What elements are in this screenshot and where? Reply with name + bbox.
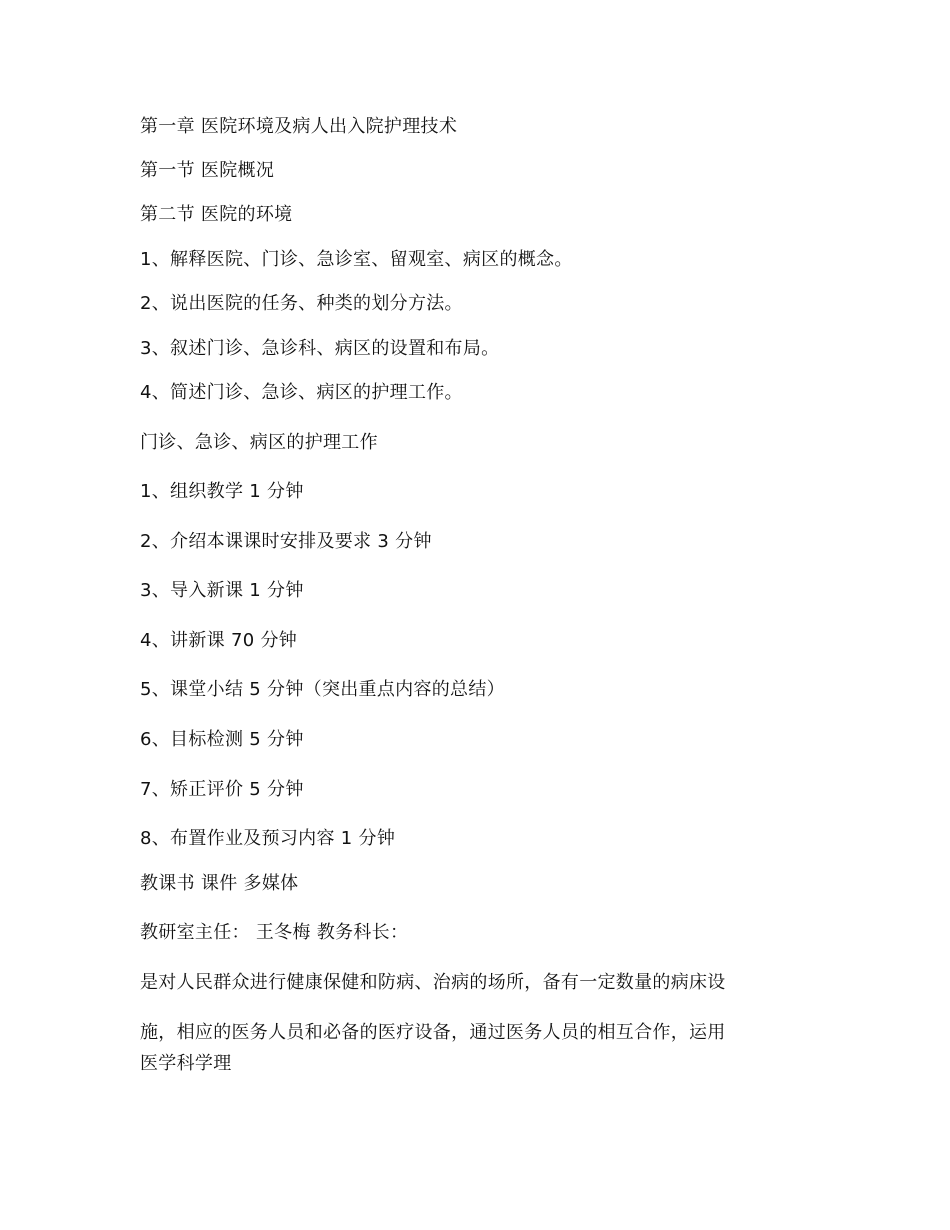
section-heading: 第一节 医院概况 xyxy=(140,160,275,181)
schedule-item: 4、讲新课 70 分钟 xyxy=(140,630,298,651)
objective-item: 1、解释医院、门诊、急诊室、留观室、病区的概念。 xyxy=(140,249,573,270)
body-paragraph-line: 医学科学理 xyxy=(140,1053,232,1074)
body-paragraph-line: 施，相应的医务人员和必备的医疗设备，通过医务人员的相互合作，运用 xyxy=(140,1022,726,1043)
objective-item: 3、叙述门诊、急诊科、病区的设置和布局。 xyxy=(140,338,500,359)
body-paragraph-line: 是对人民群众进行健康保健和防病、治病的场所，备有一定数量的病床设 xyxy=(140,972,726,993)
section-heading: 第二节 医院的环境 xyxy=(140,204,293,225)
schedule-item: 1、组织教学 1 分钟 xyxy=(140,481,304,502)
key-point-heading: 门诊、急诊、病区的护理工作 xyxy=(140,432,378,453)
schedule-item: 5、课堂小结 5 分钟（突出重点内容的总结） xyxy=(140,679,505,700)
schedule-item: 2、介绍本课课时安排及要求 3 分钟 xyxy=(140,531,432,552)
signature-line: 教研室主任： 王冬梅 教务科长： xyxy=(140,922,409,943)
objective-item: 4、简述门诊、急诊、病区的护理工作。 xyxy=(140,382,463,403)
teaching-materials: 教课书 课件 多媒体 xyxy=(140,873,299,894)
chapter-title: 第一章 医院环境及病人出入院护理技术 xyxy=(140,116,458,137)
objective-item: 2、说出医院的任务、种类的划分方法。 xyxy=(140,293,463,314)
schedule-item: 8、布置作业及预习内容 1 分钟 xyxy=(140,828,396,849)
schedule-item: 3、导入新课 1 分钟 xyxy=(140,580,304,601)
schedule-item: 7、矫正评价 5 分钟 xyxy=(140,779,304,800)
schedule-item: 6、目标检测 5 分钟 xyxy=(140,729,304,750)
